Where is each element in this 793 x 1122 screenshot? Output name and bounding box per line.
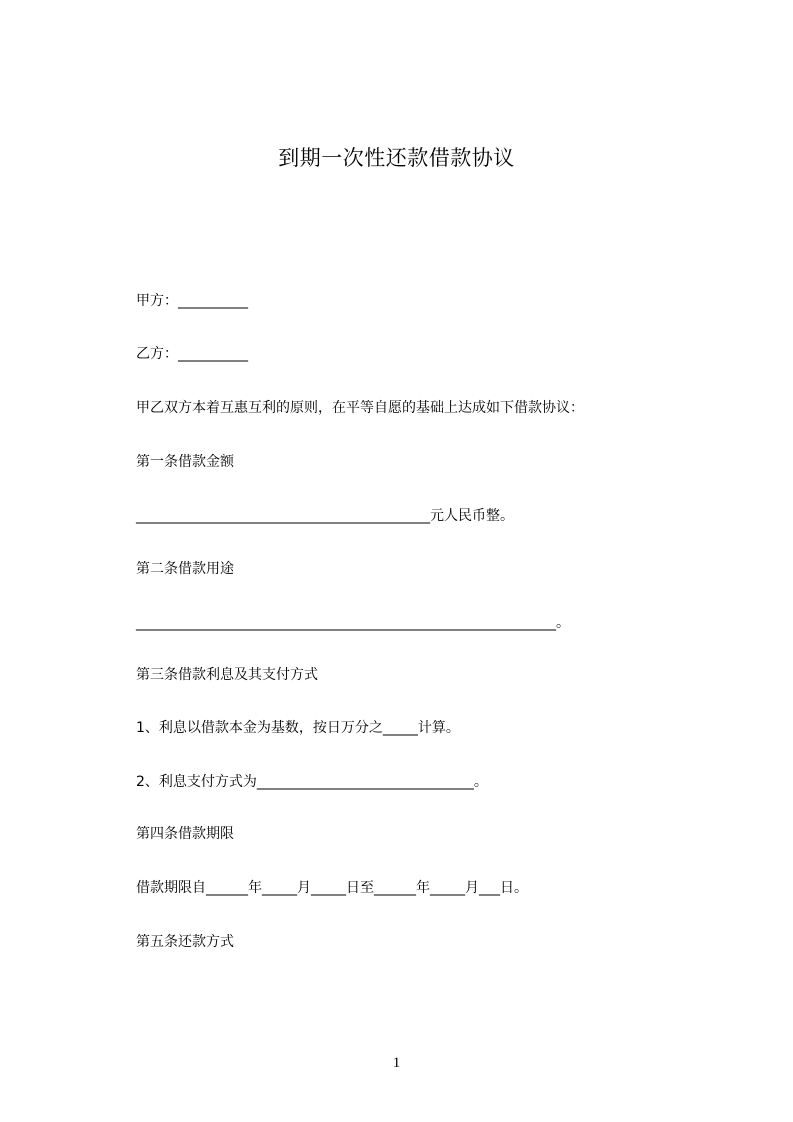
preamble-text: 甲乙双方本着互惠互利的原则，在平等自愿的基础上达成如下借款协议： xyxy=(136,400,584,416)
party-a-line: 甲方：__________ xyxy=(136,293,248,309)
article3-item-2: 2、利息支付方式为_______________________________。 xyxy=(136,774,488,790)
article1-heading: 第一条借款金额 xyxy=(136,454,234,470)
article1-body: __________________________________________元人民币整。 xyxy=(136,508,514,524)
party-b-line: 乙方：__________ xyxy=(136,346,248,362)
article2-heading: 第二条借款用途 xyxy=(136,561,234,577)
document-title: 到期一次性还款借款协议 xyxy=(278,146,515,170)
article2-body: ____________________________________________________________。 xyxy=(136,615,570,631)
page-number: 1 xyxy=(392,1055,401,1071)
article5-heading: 第五条还款方式 xyxy=(136,934,234,950)
article4-body: 借款期限自______年_____月_____日至______年_____月___日。 xyxy=(136,880,528,896)
article3-item-1: 1、利息以借款本金为基数，按日万分之_____计算。 xyxy=(136,720,460,736)
article3-heading: 第三条借款利息及其支付方式 xyxy=(136,667,318,683)
article4-heading: 第四条借款期限 xyxy=(136,826,234,842)
